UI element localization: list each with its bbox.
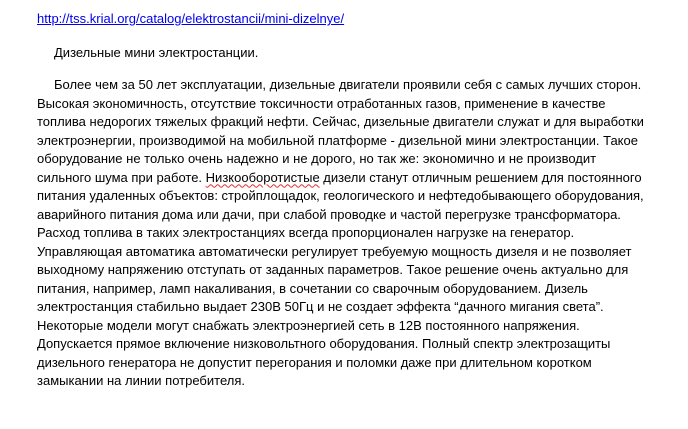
paragraph-line: электроэнергии, производимой на мобильной платформе - дизельной мини электростанции. Такое [37,132,638,148]
paragraph-line: замыкании на линии потребителя. [37,373,245,388]
paragraph-line: топлива недорогих тяжелых фракций нефти. Сейчас, дизельные двигатели служат и для выработки [37,114,644,129]
paragraph-line: Управляющая автоматика автоматически регулирует требуемую мощность дизеля и не позволяет [37,243,632,259]
paragraph-line: аварийного питания дома или дачи, при слабой проводке и частой перегрузке трансформатора. [37,206,621,222]
paragraph-line: оборудование не только очень надежно и не дорого, но так же: экономично и не производит [37,151,597,166]
paragraph-line: электростанция стабильно выдает 230В 50Гц и не создает эффекта “дачного мигания света”. [37,299,604,314]
paragraph-line: дизельного генератора не допустит перегорания и поломки даже при длительном коротком [37,354,592,370]
paragraph-line: Высокая экономичность, отсутствие токсичности отработанных газов, применение в качестве [37,95,606,111]
paragraph-line: Более чем за 50 лет эксплуатации, дизельные двигатели проявили себя с самых лучших сторон. [54,77,642,92]
paragraph-line: питания, например, ламп накаливания, в сочетании со сварочным оборудованием. Дизель [37,280,588,296]
paragraph-line [37,169,687,188]
paragraph-line-end: дизели станут отличным решением для постоянного [319,169,642,185]
spellcheck-marked-word[interactable]: Низкооборотистые [205,169,320,185]
source-url-link[interactable]: http://tss.krial.org/catalog/elektrostancii/mini-dizelnye/ [37,11,345,26]
paragraph-line-start: сильного шума при работе. [37,169,203,185]
paragraph-line: выходному напряжению отступать от заданных параметров. Такое решение очень актуально для [37,262,629,277]
paragraph-line: питания удаленных объектов: стройплощадок, геологического и нефтедобывающего оборудования, [37,188,644,203]
document-body [37,76,687,391]
paragraph-line: Допускается прямое включение низковольтного оборудования. Полный спектр электрозащиты [37,336,611,351]
paragraph-line: Расход топлива в таких электростанциях всегда пропорционален нагрузке на генератор. [37,225,575,240]
document-heading: Дизельные мини электростанции. [54,45,259,60]
paragraph-line: Некоторые модели могут снабжать электроэнергией сеть в 12В постоянного напряжения. [37,317,580,333]
